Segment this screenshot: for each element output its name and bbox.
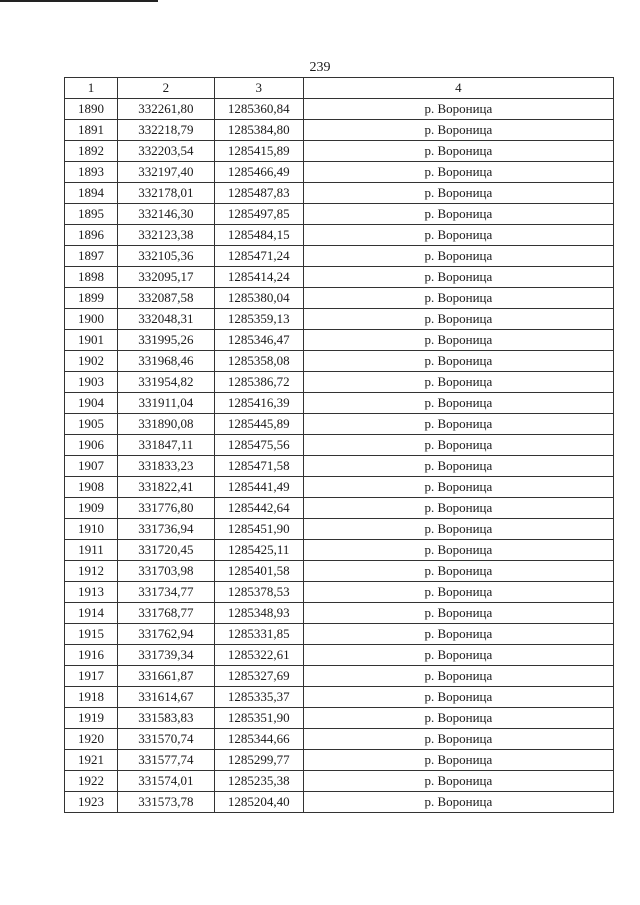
point-number-cell: 1898 [65,267,118,288]
description-cell: р. Вороница [303,771,613,792]
table-row [65,687,614,708]
point-number-cell: 1913 [65,582,118,603]
table-row [65,141,614,162]
coordinates-table [64,77,614,813]
description-cell: р. Вороница [303,330,613,351]
description-cell: р. Вороница [303,162,613,183]
x-coordinate-cell: 331614,67 [117,687,214,708]
point-number-cell: 1891 [65,120,118,141]
table-row [65,330,614,351]
point-number-cell: 1890 [65,99,118,120]
table-row [65,750,614,771]
y-coordinate-cell: 1285344,66 [214,729,303,750]
y-coordinate-cell: 1285487,83 [214,183,303,204]
y-coordinate-cell: 1285471,24 [214,246,303,267]
description-cell: р. Вороница [303,666,613,687]
page-number: 239 [309,60,331,75]
table-row [65,519,614,540]
description-cell: р. Вороница [303,540,613,561]
description-cell: р. Вороница [303,582,613,603]
table-row [65,162,614,183]
point-number-cell: 1899 [65,288,118,309]
point-number-cell: 1903 [65,372,118,393]
description-cell: р. Вороница [303,477,613,498]
table-row [65,582,614,603]
table-row [65,267,614,288]
table-row [65,498,614,519]
description-cell: р. Вороница [303,267,613,288]
description-cell: р. Вороница [303,687,613,708]
point-number-cell: 1892 [65,141,118,162]
x-coordinate-cell: 332146,30 [117,204,214,225]
x-coordinate-cell: 331703,98 [117,561,214,582]
x-coordinate-cell: 331573,78 [117,792,214,813]
y-coordinate-cell: 1285471,58 [214,456,303,477]
description-cell: р. Вороница [303,435,613,456]
point-number-cell: 1902 [65,351,118,372]
x-coordinate-cell: 331720,45 [117,540,214,561]
table-row [65,288,614,309]
point-number-cell: 1915 [65,624,118,645]
x-coordinate-cell: 331570,74 [117,729,214,750]
table-row [65,99,614,120]
x-coordinate-cell: 331847,11 [117,435,214,456]
column-header: 2 [117,78,214,99]
description-cell: р. Вороница [303,498,613,519]
description-cell: р. Вороница [303,456,613,477]
column-header: 4 [303,78,613,99]
column-header: 1 [65,78,118,99]
point-number-cell: 1900 [65,309,118,330]
y-coordinate-cell: 1285378,53 [214,582,303,603]
description-cell: р. Вороница [303,309,613,330]
description-cell: р. Вороница [303,750,613,771]
y-coordinate-cell: 1285235,38 [214,771,303,792]
table-row [65,393,614,414]
y-coordinate-cell: 1285322,61 [214,645,303,666]
y-coordinate-cell: 1285299,77 [214,750,303,771]
table-row [65,351,614,372]
y-coordinate-cell: 1285442,64 [214,498,303,519]
point-number-cell: 1921 [65,750,118,771]
point-number-cell: 1914 [65,603,118,624]
point-number-cell: 1922 [65,771,118,792]
y-coordinate-cell: 1285335,37 [214,687,303,708]
table-row [65,309,614,330]
description-cell: р. Вороница [303,708,613,729]
point-number-cell: 1893 [65,162,118,183]
description-cell: р. Вороница [303,225,613,246]
description-cell: р. Вороница [303,183,613,204]
y-coordinate-cell: 1285204,40 [214,792,303,813]
y-coordinate-cell: 1285351,90 [214,708,303,729]
x-coordinate-cell: 332261,80 [117,99,214,120]
description-cell: р. Вороница [303,519,613,540]
point-number-cell: 1905 [65,414,118,435]
x-coordinate-cell: 331911,04 [117,393,214,414]
y-coordinate-cell: 1285327,69 [214,666,303,687]
description-cell: р. Вороница [303,288,613,309]
table-row [65,729,614,750]
description-cell: р. Вороница [303,729,613,750]
y-coordinate-cell: 1285386,72 [214,372,303,393]
x-coordinate-cell: 332203,54 [117,141,214,162]
table-row [65,666,614,687]
x-coordinate-cell: 331822,41 [117,477,214,498]
point-number-cell: 1912 [65,561,118,582]
point-number-cell: 1917 [65,666,118,687]
point-number-cell: 1918 [65,687,118,708]
column-header: 3 [214,78,303,99]
table-row [65,225,614,246]
point-number-cell: 1920 [65,729,118,750]
x-coordinate-cell: 331890,08 [117,414,214,435]
x-coordinate-cell: 331968,46 [117,351,214,372]
table-row [65,792,614,813]
x-coordinate-cell: 332178,01 [117,183,214,204]
description-cell: р. Вороница [303,141,613,162]
table-row [65,414,614,435]
y-coordinate-cell: 1285415,89 [214,141,303,162]
point-number-cell: 1897 [65,246,118,267]
x-coordinate-cell: 332123,38 [117,225,214,246]
x-coordinate-cell: 331583,83 [117,708,214,729]
point-number-cell: 1894 [65,183,118,204]
x-coordinate-cell: 331995,26 [117,330,214,351]
x-coordinate-cell: 332218,79 [117,120,214,141]
y-coordinate-cell: 1285358,08 [214,351,303,372]
description-cell: р. Вороница [303,645,613,666]
description-cell: р. Вороница [303,204,613,225]
x-coordinate-cell: 331739,34 [117,645,214,666]
description-cell: р. Вороница [303,603,613,624]
point-number-cell: 1906 [65,435,118,456]
x-coordinate-cell: 332048,31 [117,309,214,330]
y-coordinate-cell: 1285475,56 [214,435,303,456]
point-number-cell: 1911 [65,540,118,561]
description-cell: р. Вороница [303,351,613,372]
y-coordinate-cell: 1285380,04 [214,288,303,309]
point-number-cell: 1923 [65,792,118,813]
description-cell: р. Вороница [303,414,613,435]
point-number-cell: 1910 [65,519,118,540]
x-coordinate-cell: 331734,77 [117,582,214,603]
description-cell: р. Вороница [303,393,613,414]
y-coordinate-cell: 1285441,49 [214,477,303,498]
table-row [65,645,614,666]
x-coordinate-cell: 331833,23 [117,456,214,477]
x-coordinate-cell: 331661,87 [117,666,214,687]
description-cell: р. Вороница [303,246,613,267]
point-number-cell: 1901 [65,330,118,351]
x-coordinate-cell: 332197,40 [117,162,214,183]
point-number-cell: 1896 [65,225,118,246]
y-coordinate-cell: 1285359,13 [214,309,303,330]
description-cell: р. Вороница [303,372,613,393]
table-body [65,99,614,813]
y-coordinate-cell: 1285451,90 [214,519,303,540]
table-row [65,561,614,582]
description-cell: р. Вороница [303,120,613,141]
description-cell: р. Вороница [303,99,613,120]
y-coordinate-cell: 1285484,15 [214,225,303,246]
point-number-cell: 1909 [65,498,118,519]
y-coordinate-cell: 1285331,85 [214,624,303,645]
y-coordinate-cell: 1285414,24 [214,267,303,288]
table-row [65,540,614,561]
table-row [65,120,614,141]
table-row [65,603,614,624]
y-coordinate-cell: 1285445,89 [214,414,303,435]
x-coordinate-cell: 331954,82 [117,372,214,393]
point-number-cell: 1895 [65,204,118,225]
y-coordinate-cell: 1285401,58 [214,561,303,582]
table-row [65,183,614,204]
point-number-cell: 1908 [65,477,118,498]
x-coordinate-cell: 331768,77 [117,603,214,624]
x-coordinate-cell: 331776,80 [117,498,214,519]
y-coordinate-cell: 1285416,39 [214,393,303,414]
table-row [65,372,614,393]
y-coordinate-cell: 1285360,84 [214,99,303,120]
x-coordinate-cell: 331762,94 [117,624,214,645]
point-number-cell: 1919 [65,708,118,729]
y-coordinate-cell: 1285348,93 [214,603,303,624]
y-coordinate-cell: 1285425,11 [214,540,303,561]
top-rule [0,0,158,2]
table-row [65,246,614,267]
table-row [65,708,614,729]
table-row [65,435,614,456]
x-coordinate-cell: 331574,01 [117,771,214,792]
table-row [65,477,614,498]
point-number-cell: 1916 [65,645,118,666]
table-row [65,204,614,225]
table-row [65,771,614,792]
table-header-row [65,78,614,99]
x-coordinate-cell: 332105,36 [117,246,214,267]
x-coordinate-cell: 332095,17 [117,267,214,288]
description-cell: р. Вороница [303,561,613,582]
x-coordinate-cell: 331736,94 [117,519,214,540]
x-coordinate-cell: 331577,74 [117,750,214,771]
y-coordinate-cell: 1285346,47 [214,330,303,351]
y-coordinate-cell: 1285466,49 [214,162,303,183]
y-coordinate-cell: 1285384,80 [214,120,303,141]
table-row [65,456,614,477]
y-coordinate-cell: 1285497,85 [214,204,303,225]
description-cell: р. Вороница [303,792,613,813]
point-number-cell: 1904 [65,393,118,414]
description-cell: р. Вороница [303,624,613,645]
point-number-cell: 1907 [65,456,118,477]
table-row [65,624,614,645]
x-coordinate-cell: 332087,58 [117,288,214,309]
